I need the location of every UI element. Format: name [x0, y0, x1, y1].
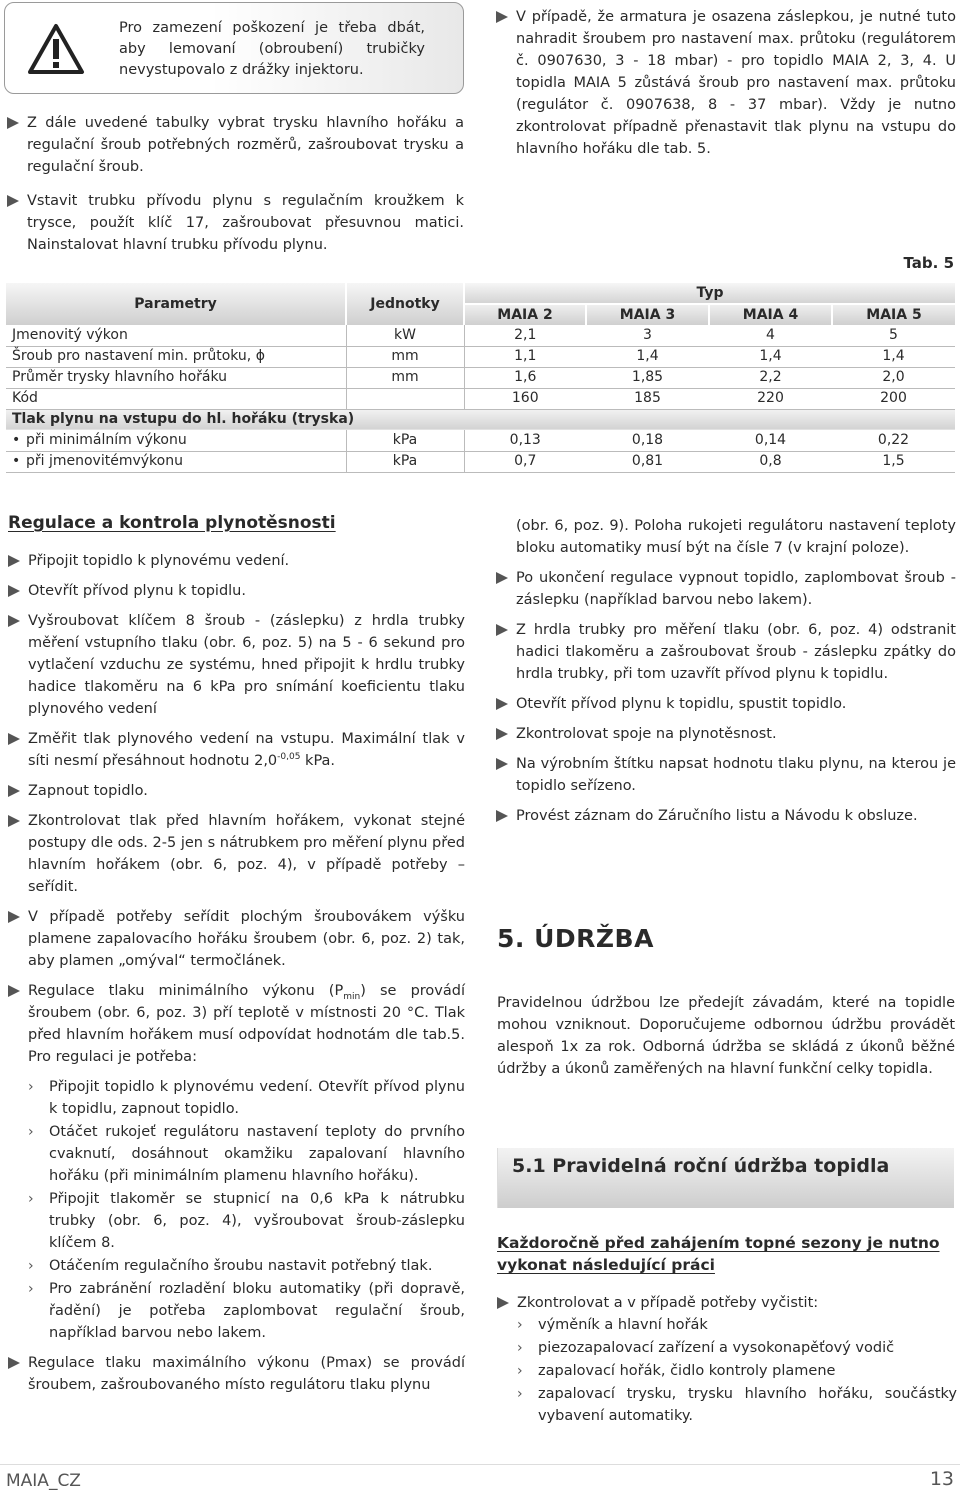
warning-triangle-icon [27, 23, 85, 75]
arrow-bullet-icon [8, 615, 20, 627]
sub-list-item-text: zapalovací hořák, čidlo kontroly plamene [538, 1363, 836, 1379]
row-unit [346, 388, 464, 409]
arrow-bullet-icon [496, 11, 508, 23]
cell-value: 3 [586, 325, 709, 346]
cell-value: 1,4 [709, 346, 832, 367]
chevron-right-icon: › [517, 1340, 523, 1356]
cell-value: 0,14 [709, 430, 832, 451]
row-unit: mm [346, 346, 464, 367]
header-model: MAIA 5 [832, 304, 955, 325]
list-item-text: Vstavit trubku přívodu plynu s regulačním kroužkem k trysce, použít klíč 17, zašroubovat přesuvnou matici. Nainstalovat hlavní trubku přívodu plynu. [27, 193, 464, 253]
sub-list-item [28, 1076, 465, 1120]
cell-value: 4 [709, 325, 832, 346]
left-bottom-instructions [8, 550, 465, 1404]
list-item-text: ) se provádí šroubem (obr. 6, poz. 3) pří teplotě v místnosti 20 °C. Tlak před hlavním hořákem musí odpovídat hodnotám dle tab.5. Pro regulaci je potřeba: [28, 983, 465, 1065]
list-item [496, 753, 956, 797]
cell-value: 1,1 [464, 346, 586, 367]
sub-list-item [517, 1314, 957, 1336]
chevron-right-icon: › [28, 1191, 34, 1207]
row-name: Průměr trysky hlavního hořáku [6, 367, 346, 388]
table-header-row [6, 283, 955, 304]
section-heading-udrzba: 5. ÚDRŽBA [497, 924, 654, 953]
sub-list-item-text: Otáčet rukojeť regulátoru nastavení teploty do prvního cvaknutí, dosáhnout okamžiku zapalovaní hlavního hořáku (při minimálním plamenu hlavního hořáku). [49, 1124, 465, 1184]
table-row [6, 325, 955, 346]
header-parameters: Parametry [6, 283, 346, 325]
header-model: MAIA 2 [464, 304, 586, 325]
header-model: MAIA 3 [586, 304, 709, 325]
arrow-bullet-icon [496, 698, 508, 710]
row-name [6, 451, 346, 472]
subsection-box [497, 1148, 954, 1208]
section-heading-regulace: Regulace a kontrola plynotěsnosti [8, 513, 336, 533]
sub-list-item-text: Připojit topidlo k plynovému vedení. Otevřít přívod plynu k topidlu, zapnout topidlo. [49, 1079, 465, 1117]
row-unit: kPa [346, 430, 464, 451]
list-item-text: Změřit tlak plynového vedení na vstupu. Maximální tlak v síti nesmí přesáhnout hodnotu 2,0 [28, 731, 465, 769]
list-item-text: Otevřít přívod plynu k topidlu. [28, 583, 246, 599]
arrow-bullet-icon [8, 555, 20, 567]
cell-value: 0,18 [586, 430, 709, 451]
table-row [6, 367, 955, 388]
list-item [496, 805, 956, 827]
list-item [8, 550, 465, 572]
sub-list-item [517, 1337, 957, 1359]
cell-value: 1,6 [464, 367, 586, 388]
continued-text: (obr. 6, poz. 9). Poloha rukojeti regulátoru nastavení teploty bloku automatiky musí být na čísle 7 (v krajní poloze). [516, 518, 956, 556]
chevron-right-icon: › [28, 1258, 34, 1274]
cell-value: 1,4 [832, 346, 955, 367]
sub-list-item-text: Pro zabránění rozladění bloku automatiky (při dopravě, řadění) je potřeba zaplombovat regulační šroub, například barvou nebo lakem. [49, 1281, 465, 1341]
cell-value: 0,8 [709, 451, 832, 472]
chevron-right-icon: › [28, 1079, 34, 1095]
cell-value: 1,4 [586, 346, 709, 367]
list-item [8, 906, 465, 972]
list-item [8, 1352, 465, 1396]
arrow-bullet-icon [8, 585, 20, 597]
sub-list-item-text: výměník a hlavní hořák [538, 1317, 708, 1333]
warning-text: Pro zamezení poškození je třeba dbát, aby lemovaní (obroubení) trubičky nevystupovalo z drážky injektoru. [119, 20, 425, 78]
list-item-text: Po ukončení regulace vypnout topidlo, zaplombovat šroub - záslepku (například barvou nebo lakem). [516, 570, 956, 608]
table-row [6, 388, 955, 409]
table-row [6, 430, 955, 451]
list-item-text: Regulace tlaku minimálního výkonu (P [28, 983, 344, 999]
cell-value: 0,7 [464, 451, 586, 472]
list-item-text: Regulace tlaku maximálního výkonu (Pmax) se provádí šroubem, zašroubovaného místo regulátoru tlaku plynu [28, 1355, 465, 1393]
superscript: -0,05 [277, 752, 301, 763]
sub-list-item [28, 1255, 465, 1277]
list-item [496, 567, 956, 611]
list-item-text: Na výrobním štítku napsat hodnotu tlaku plynu, na kterou je topidlo seřízeno. [516, 756, 956, 794]
footer-divider [0, 1464, 960, 1465]
parameters-table [6, 283, 955, 473]
row-name: Jmenovitý výkon [6, 325, 346, 346]
list-item-text: Připojit topidlo k plynovému vedení. [28, 553, 290, 569]
arrow-bullet-icon [7, 195, 19, 207]
list-item-text: Zkontrolovat a v případě potřeby vyčistit: [517, 1295, 819, 1311]
list-item [8, 610, 465, 720]
row-name: Šroub pro nastavení min. průtoku, ϕ [6, 346, 346, 367]
bullet-dot-icon: • [12, 453, 21, 469]
chevron-right-icon: › [28, 1281, 34, 1297]
header-units: Jednotky [346, 283, 464, 325]
list-item-text: Vyšroubovat klíčem 8 šroub - (záslepku) z hrdla trubky měření vstupního tlaku (obr. 6, poz. 5) na 5 - 6 sekund pro vytlačení vzduchu ze systému, hned připojit k hrdlu trubky hadice tlakoměru na 6 kPa pro snímání koeficientu tlaku plynového vedení [28, 613, 465, 717]
page-number: 13 [929, 1468, 954, 1490]
table-row [6, 346, 955, 367]
arrow-bullet-icon [8, 985, 20, 997]
sub-list-item-text: Otáčením regulačního šroubu nastavit potřebný tlak. [49, 1258, 433, 1274]
row-unit: mm [346, 367, 464, 388]
group-label: Tlak plynu na vstupu do hl. hořáku (tryska) [6, 409, 955, 430]
sub-list-item-text: Připojit tlakoměr se stupnicí na 0,6 kPa k nátrubku trubky (obr. 6, poz. 4), vyšroubovat šroub-záslepku klíčem 8. [49, 1191, 465, 1251]
list-item [7, 190, 464, 256]
table-group-row [6, 409, 955, 430]
cell-value: 2,2 [709, 367, 832, 388]
chevron-right-icon: › [28, 1124, 34, 1140]
arrow-bullet-icon [497, 1297, 509, 1309]
table-row [6, 451, 955, 472]
subscript: min [343, 991, 361, 1002]
chevron-right-icon: › [517, 1363, 523, 1379]
list-item-text: Zapnout topidlo. [28, 783, 148, 799]
cell-value: 0,13 [464, 430, 586, 451]
bullet-dot-icon: • [12, 431, 21, 448]
header-type: Typ [464, 283, 955, 304]
list-item [8, 980, 465, 1068]
cell-value: 200 [832, 388, 955, 409]
list-item [497, 1292, 957, 1314]
cell-value: 1,5 [832, 451, 955, 472]
cell-value: 220 [709, 388, 832, 409]
list-item [496, 693, 956, 715]
list-item [8, 810, 465, 898]
sub-list-item [28, 1278, 465, 1344]
list-item-text: Z hrdla trubky pro měření tlaku (obr. 6, poz. 4) odstranit hadici tlakoměru a zašroubovat šroub - záslepku zpátky do hrdla trubky, při tom uzavřít přívod plynu k topidlu. [516, 622, 956, 682]
row-name [6, 430, 346, 451]
arrow-bullet-icon [8, 733, 20, 745]
cell-value: 185 [586, 388, 709, 409]
header-model: MAIA 4 [709, 304, 832, 325]
sub-list [517, 1314, 957, 1427]
cell-value: 5 [832, 325, 955, 346]
chevron-right-icon: › [517, 1386, 523, 1402]
list-item [8, 580, 465, 602]
right-top-instructions [496, 6, 956, 160]
row-unit: kW [346, 325, 464, 346]
row-name-text: při minimálním výkonu [26, 431, 187, 448]
arrow-bullet-icon [8, 911, 20, 923]
cell-value: 0,22 [832, 430, 955, 451]
list-item [496, 6, 956, 160]
sub-list-item [517, 1383, 957, 1427]
cell-value: 2,1 [464, 325, 586, 346]
sub-list-item [28, 1188, 465, 1254]
list-item [496, 723, 956, 745]
arrow-bullet-icon [496, 758, 508, 770]
list-item-text: Z dále uvedené tabulky vybrat trysku hlavního hořáku a regulační šroub potřebných rozměrů, zašroubovat trysku a regulační šroub. [27, 115, 464, 175]
sub-list-item [517, 1360, 957, 1382]
arrow-bullet-icon [8, 1357, 20, 1369]
row-name: Kód [6, 388, 346, 409]
list-item-text: Zkontrolovat spoje na plynotěsnost. [516, 726, 777, 742]
warning-box [4, 2, 464, 94]
footer-doc-code: MAIA_CZ [6, 1471, 81, 1491]
list-item-text: V případě, že armatura je osazena záslepkou, je nutné tuto nahradit šroubem pro nastavení max. průtoku (regulátorem č. 0907630, 3 - 18 mbar) - pro topidlo MAIA 2, 3, 4. U topidla MAIA 5 zůstává šroub pro nastavení max. průtoku (regulátor č. 0907638, 8 - 37 mbar). Vždy je nutno zkontrolovat případně přenastavit tlak plynu na vstupu do hlavního hořáku dle tab. 5. [516, 9, 956, 157]
sub-list [28, 1076, 465, 1344]
cell-value: 160 [464, 388, 586, 409]
arrow-bullet-icon [7, 117, 19, 129]
section-paragraph: Pravidelnou údržbou lze předejít závadám, které na topidle mohou vzniknout. Doporučujeme odbornou údržbu provádět alespoň 1x za rok. Odborná údržba se skládá z úkonů běžné údržby a úkonů zaměřených na hlavní funkční celky topidla. [497, 995, 955, 1077]
subsection-heading: 5.1 Pravidelná roční údržba topidla [512, 1155, 890, 1177]
arrow-bullet-icon [496, 728, 508, 740]
row-name-text: při jmenovitémvýkonu [26, 453, 183, 469]
list-item-text: kPa. [300, 753, 336, 769]
left-top-instructions [7, 112, 464, 268]
arrow-bullet-icon [496, 810, 508, 822]
sub-list-item-text: piezozapalovací zařízení a vysokonapěťový vodič [538, 1340, 895, 1356]
chevron-right-icon: › [517, 1317, 523, 1333]
sub-list-item [28, 1121, 465, 1187]
cell-value: 1,85 [586, 367, 709, 388]
annual-maintenance-heading: Každoročně před zahájením topné sezony je nutno vykonat následující práci [497, 1234, 940, 1274]
list-item-text: Otevřít přívod plynu k topidlu, spustit topidlo. [516, 696, 847, 712]
arrow-bullet-icon [496, 572, 508, 584]
cell-value: 2,0 [832, 367, 955, 388]
maintenance-list [497, 1292, 957, 1428]
arrow-bullet-icon [8, 815, 20, 827]
list-item [496, 619, 956, 685]
row-unit: kPa [346, 451, 464, 472]
right-bottom-instructions [496, 515, 956, 835]
list-item-text: V případě potřeby seřídit plochým šroubovákem výšku plamene zapalovacího hořáku šroubem (obr. 6, poz. 2) tak, aby plamen „omýval“ termočlánek. [28, 909, 465, 969]
list-item [8, 728, 465, 772]
arrow-bullet-icon [8, 785, 20, 797]
sub-list-item-text: zapalovací trysku, trysku hlavního hořáku, součástky vybavení automatiky. [538, 1386, 957, 1424]
list-item-text: Provést záznam do Záručního listu a Návodu k obsluze. [516, 808, 918, 824]
arrow-bullet-icon [496, 624, 508, 636]
list-item [7, 112, 464, 178]
table-label: Tab. 5 [903, 254, 954, 272]
list-item-text: Zkontrolovat tlak před hlavním hořákem, vykonat stejné postupy dle ods. 2-5 jen s nátrubkem pro měření plynu před hlavním hořákem (obr. 6, poz. 4), v případě potřeby – seřídit. [28, 813, 465, 895]
cell-value: 0,81 [586, 451, 709, 472]
list-item [8, 780, 465, 802]
